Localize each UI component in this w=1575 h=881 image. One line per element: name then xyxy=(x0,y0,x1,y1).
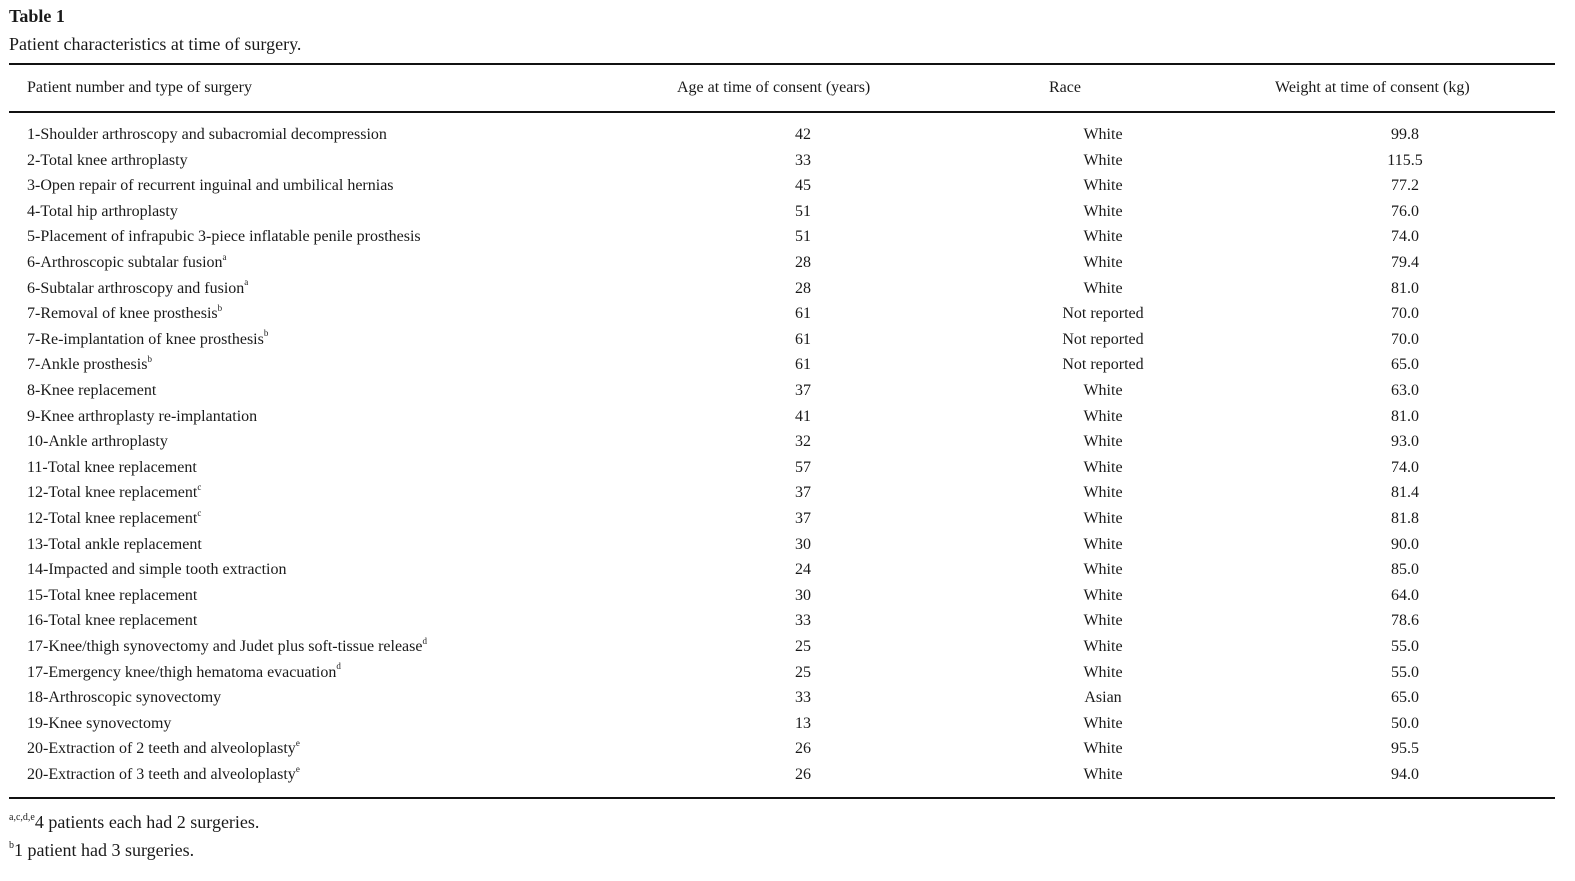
table-row xyxy=(0,123,1575,147)
table-row xyxy=(0,507,1575,531)
cell-age: 51 xyxy=(795,228,811,246)
cell-age: 61 xyxy=(795,356,811,374)
footnote-marker: c xyxy=(197,482,202,493)
cell-weight: 77.2 xyxy=(1391,177,1419,195)
cell-age: 30 xyxy=(795,586,811,604)
cell-age: 37 xyxy=(795,382,811,399)
cell-surgery xyxy=(27,277,248,301)
footnote-marker: b xyxy=(263,328,269,339)
table-row xyxy=(0,533,1575,557)
footnote-marker: c xyxy=(197,507,202,518)
cell-weight: 93.0 xyxy=(1391,433,1419,451)
cell-age: 26 xyxy=(795,740,811,758)
surgery-text: 17-Knee/thigh synovectomy and Judet plus soft-tissue release xyxy=(27,638,423,655)
table-row xyxy=(0,609,1575,633)
table-row xyxy=(0,686,1575,710)
cell-surgery xyxy=(27,251,227,275)
cell-surgery xyxy=(27,225,421,249)
cell-weight: 81.8 xyxy=(1391,510,1419,527)
cell-surgery xyxy=(27,661,341,685)
cell-race: White xyxy=(1083,382,1123,399)
cell-weight: 90.0 xyxy=(1391,535,1419,553)
cell-race: White xyxy=(1083,510,1123,527)
cell-surgery xyxy=(27,456,197,480)
header-surgery: Patient number and type of surgery xyxy=(27,79,252,96)
top-rule xyxy=(9,63,1555,65)
surgery-text: 19-Knee synovectomy xyxy=(27,714,172,732)
cell-age: 37 xyxy=(795,510,811,527)
cell-weight: 63.0 xyxy=(1391,382,1419,399)
surgery-text: 13-Total ankle replacement xyxy=(27,535,202,553)
cell-surgery xyxy=(27,635,427,659)
cell-surgery xyxy=(27,763,300,787)
cell-race: White xyxy=(1083,663,1123,681)
cell-age: 13 xyxy=(795,714,811,732)
table-row xyxy=(0,251,1575,275)
cell-race: White xyxy=(1083,561,1123,579)
surgery-text: 12-Total knee replacement xyxy=(27,484,198,502)
cell-surgery xyxy=(27,123,387,147)
table-row xyxy=(0,379,1575,403)
header-age: Age at time of consent (years) xyxy=(677,79,871,96)
table-row xyxy=(0,430,1575,454)
surgery-text: 6-Arthroscopic subtalar fusion xyxy=(27,254,223,271)
surgery-text: 11-Total knee replacement xyxy=(27,458,197,476)
footnote-1-text: 4 patients each had 2 surgeries. xyxy=(34,812,260,832)
surgery-text: 2-Total knee arthroplasty xyxy=(27,151,188,169)
surgery-text: 10-Ankle arthroplasty xyxy=(27,433,168,451)
cell-race: Not reported xyxy=(1062,356,1144,374)
footnote-1 xyxy=(9,812,259,833)
cell-race: White xyxy=(1083,151,1123,169)
cell-race: White xyxy=(1083,126,1123,143)
footnote-marker: d xyxy=(422,635,427,646)
table-row xyxy=(0,277,1575,301)
footnote-2-text: 1 patient had 3 surgeries. xyxy=(14,840,195,860)
cell-weight: 55.0 xyxy=(1391,638,1419,655)
cell-weight: 99.8 xyxy=(1391,126,1419,143)
surgery-text: 9-Knee arthroplasty re-implantation xyxy=(27,407,258,425)
cell-weight: 94.0 xyxy=(1391,766,1419,783)
table-row xyxy=(0,405,1575,429)
cell-age: 37 xyxy=(795,484,811,502)
cell-surgery xyxy=(27,533,202,557)
cell-weight: 74.0 xyxy=(1391,458,1419,476)
footnote-2-marker: b xyxy=(9,840,14,851)
table-row xyxy=(0,661,1575,685)
cell-surgery xyxy=(27,609,197,633)
table-row xyxy=(0,763,1575,787)
surgery-text: 18-Arthroscopic synovectomy xyxy=(27,689,222,707)
table-header-row xyxy=(0,76,1575,100)
header-rule xyxy=(9,111,1555,113)
cell-race: White xyxy=(1083,586,1123,604)
surgery-text: 12-Total knee replacement xyxy=(27,510,198,527)
cell-race: White xyxy=(1083,433,1123,451)
surgery-text: 16-Total knee replacement xyxy=(27,612,198,630)
cell-weight: 79.4 xyxy=(1391,254,1419,271)
cell-age: 24 xyxy=(795,561,811,579)
cell-surgery xyxy=(27,481,201,505)
surgery-text: 17-Emergency knee/thigh hematoma evacuation xyxy=(27,663,337,681)
cell-age: 32 xyxy=(795,433,811,451)
cell-weight: 115.5 xyxy=(1387,151,1423,169)
header-race: Race xyxy=(1049,79,1081,96)
cell-weight: 74.0 xyxy=(1391,228,1419,246)
table-caption: Patient characteristics at time of surgery. xyxy=(9,34,302,54)
table-row xyxy=(0,712,1575,736)
cell-race: White xyxy=(1083,458,1123,476)
surgery-text: 1-Shoulder arthroscopy and subacromial decompression xyxy=(27,126,387,143)
cell-weight: 85.0 xyxy=(1391,561,1419,579)
surgery-text: 7-Ankle prosthesis xyxy=(27,356,148,374)
cell-age: 51 xyxy=(795,202,811,220)
table-row xyxy=(0,456,1575,480)
cell-age: 28 xyxy=(795,254,811,271)
cell-age: 25 xyxy=(795,638,811,655)
cell-race: White xyxy=(1083,740,1123,758)
cell-surgery xyxy=(27,558,286,582)
cell-race: Not reported xyxy=(1062,305,1144,323)
cell-race: Not reported xyxy=(1062,330,1144,348)
footnote-2 xyxy=(9,840,194,861)
cell-age: 25 xyxy=(795,663,811,681)
table-row xyxy=(0,558,1575,582)
bottom-rule xyxy=(9,797,1555,799)
surgery-text: 7-Removal of knee prosthesis xyxy=(27,305,218,323)
cell-surgery xyxy=(27,507,201,531)
cell-race: White xyxy=(1083,612,1123,630)
table-row xyxy=(0,328,1575,352)
cell-race: White xyxy=(1083,177,1123,195)
cell-race: White xyxy=(1083,202,1123,220)
surgery-text: 5-Placement of infrapubic 3-piece inflatable penile prosthesis xyxy=(27,228,421,246)
surgery-text: 8-Knee replacement xyxy=(27,382,157,399)
surgery-text: 4-Total hip arthroplasty xyxy=(27,202,178,220)
cell-age: 42 xyxy=(795,126,811,143)
footnote-marker: e xyxy=(295,738,300,749)
cell-weight: 65.0 xyxy=(1391,689,1419,707)
cell-weight: 70.0 xyxy=(1391,330,1419,348)
cell-age: 28 xyxy=(795,279,811,297)
cell-age: 41 xyxy=(795,407,811,425)
cell-weight: 65.0 xyxy=(1391,356,1419,374)
cell-surgery xyxy=(27,405,257,429)
table-row xyxy=(0,200,1575,224)
cell-race: Asian xyxy=(1084,689,1122,707)
cell-race: White xyxy=(1083,714,1123,732)
cell-age: 26 xyxy=(795,766,811,783)
cell-surgery xyxy=(27,712,171,736)
surgery-text: 20-Extraction of 3 teeth and alveoloplasty xyxy=(27,766,296,783)
footnote-marker: d xyxy=(336,661,341,672)
cell-race: White xyxy=(1083,279,1123,297)
cell-race: White xyxy=(1083,228,1123,246)
cell-weight: 76.0 xyxy=(1391,202,1419,220)
cell-age: 30 xyxy=(795,535,811,553)
cell-surgery xyxy=(27,174,394,198)
cell-surgery xyxy=(27,737,300,761)
cell-weight: 55.0 xyxy=(1391,663,1419,681)
cell-race: White xyxy=(1083,638,1123,655)
cell-surgery xyxy=(27,430,168,454)
footnote-1-marker: a,c,d,e xyxy=(9,812,35,823)
cell-weight: 64.0 xyxy=(1391,586,1419,604)
cell-surgery xyxy=(27,302,222,326)
table-label: Table 1 xyxy=(9,6,65,26)
footnote-marker: a xyxy=(222,251,227,262)
surgery-text: 14-Impacted and simple tooth extraction xyxy=(27,561,287,579)
table-row xyxy=(0,225,1575,249)
cell-age: 61 xyxy=(795,305,811,323)
cell-weight: 70.0 xyxy=(1391,305,1419,323)
cell-race: White xyxy=(1083,766,1123,783)
table-row xyxy=(0,302,1575,326)
cell-surgery xyxy=(27,353,152,377)
cell-weight: 95.5 xyxy=(1391,740,1419,758)
surgery-text: 3-Open repair of recurrent inguinal and umbilical hernias xyxy=(27,177,394,195)
footnote-marker: b xyxy=(217,302,223,313)
cell-race: White xyxy=(1083,254,1123,271)
surgery-text: 15-Total knee replacement xyxy=(27,586,198,604)
cell-race: White xyxy=(1083,484,1123,502)
footnote-marker: a xyxy=(244,277,249,288)
cell-age: 57 xyxy=(795,458,811,476)
cell-surgery xyxy=(27,200,178,224)
footnote-marker: b xyxy=(147,354,152,365)
cell-age: 33 xyxy=(795,151,811,169)
cell-race: White xyxy=(1083,535,1123,553)
table-row xyxy=(0,353,1575,377)
cell-surgery xyxy=(27,328,268,352)
footnote-marker: e xyxy=(295,763,300,774)
surgery-text: 6-Subtalar arthroscopy and fusion xyxy=(27,279,245,297)
header-weight: Weight at time of consent (kg) xyxy=(1275,79,1470,96)
cell-surgery xyxy=(27,149,188,173)
cell-age: 33 xyxy=(795,689,811,707)
cell-age: 45 xyxy=(795,177,811,195)
cell-weight: 81.0 xyxy=(1391,407,1419,425)
cell-surgery xyxy=(27,686,221,710)
table-row xyxy=(0,635,1575,659)
table-row xyxy=(0,149,1575,173)
surgery-text: 7-Re-implantation of knee prosthesis xyxy=(27,330,264,348)
surgery-text: 20-Extraction of 2 teeth and alveoloplasty xyxy=(27,740,296,758)
cell-surgery xyxy=(27,379,156,403)
cell-race: White xyxy=(1083,407,1123,425)
cell-age: 33 xyxy=(795,612,811,630)
cell-weight: 81.0 xyxy=(1391,279,1419,297)
table-row xyxy=(0,481,1575,505)
cell-weight: 81.4 xyxy=(1391,484,1419,502)
cell-weight: 78.6 xyxy=(1391,612,1419,630)
cell-surgery xyxy=(27,584,197,608)
cell-age: 61 xyxy=(795,330,811,348)
table-row xyxy=(0,174,1575,198)
table-row xyxy=(0,737,1575,761)
table-row xyxy=(0,584,1575,608)
cell-weight: 50.0 xyxy=(1391,714,1419,732)
